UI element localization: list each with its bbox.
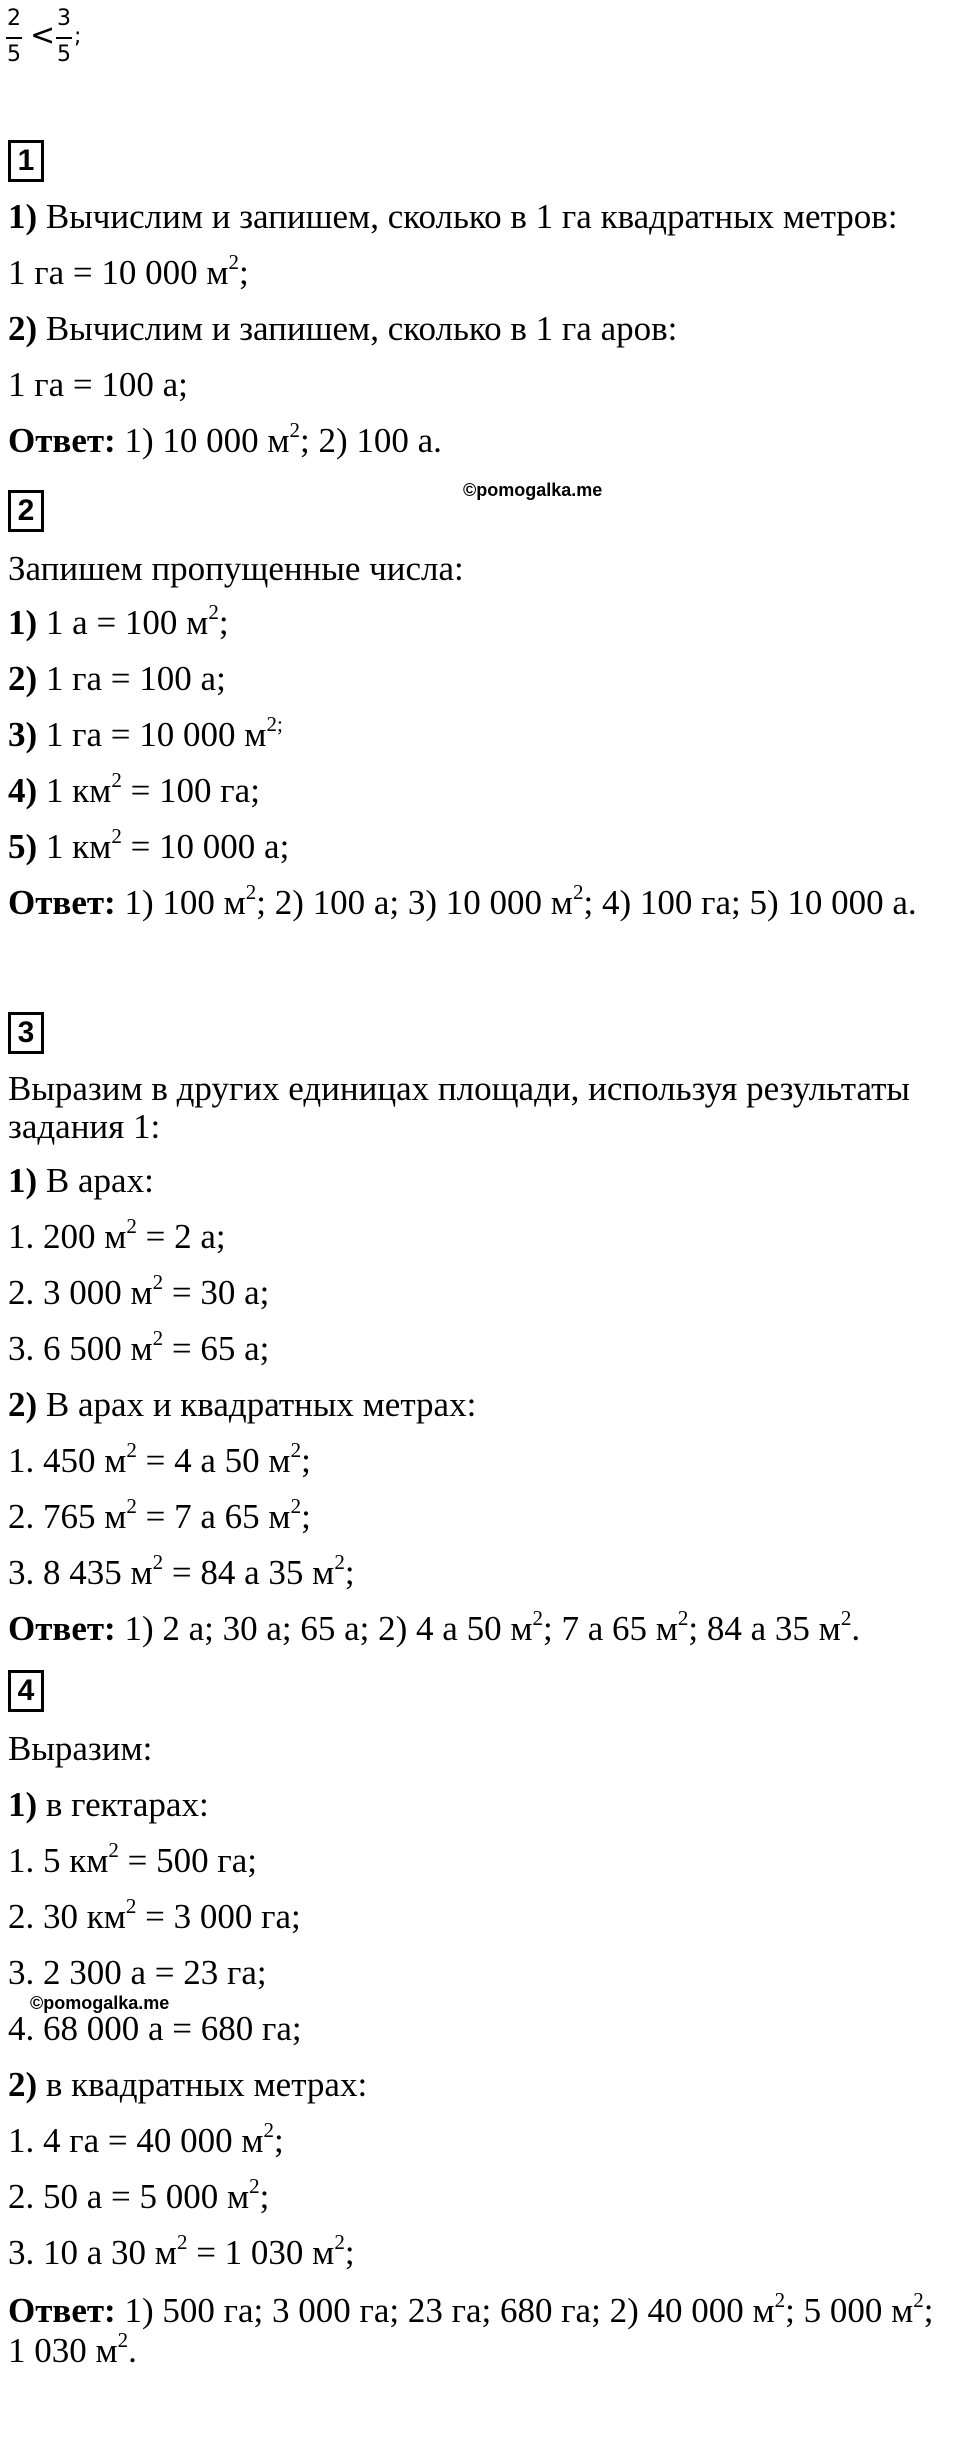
task-3-b-3: 3. 8 435 $м^2 = 84$ а 35 $м^2$; [8, 1550, 355, 1592]
task-4-intro: Выразим: [8, 1729, 153, 1768]
task-1-line-4: 1 га = 100 а; [8, 365, 188, 404]
task-4-b-3: 3. 10 а 30 $м^2 = 1$ 030 $м^2$; [8, 2230, 355, 2272]
task-4-number: 4 [8, 1670, 44, 1712]
task-3-b-1: 1. 450 $м^2 = 4$ а 50 $м^2$; [8, 1438, 311, 1480]
task-3-intro-1: Выразим в других единицах площади, используя результаты [8, 1069, 910, 1108]
task-3-heading-1: 1) В арах: [8, 1161, 154, 1200]
task-4-answer-cont: 1 030 $м^2$. [8, 2328, 137, 2370]
task-3-a-2: 2. 3 000 $м^2 = 30$ а; [8, 1270, 270, 1312]
task-2-item-4: 4) 1 $км^2 = 100$ га; [8, 768, 260, 810]
task-3-number: 3 [8, 1012, 44, 1054]
task-1-line-3: 2) Вычислим и запишем, сколько в 1 га аров: [8, 309, 678, 348]
task-2-item-5: 5) 1 $км^2 = 10$ 000 а; [8, 824, 290, 866]
task-1-line-1: 1) Вычислим и запишем, сколько в 1 га квадратных метров: [8, 197, 898, 236]
task-4-b-1: 1. 4 га = 40 000 $м^2$; [8, 2118, 284, 2160]
task-3-a-3: 3. 6 500 $м^2 = 65$ а; [8, 1326, 270, 1368]
task-4-a-3: 3. 2 300 а = 23 га; [8, 1953, 267, 1992]
task-2-item-1: 1) 1 а = 100 $м^2$; [8, 600, 229, 642]
task-2-intro: Запишем пропущенные числа: [8, 549, 464, 588]
task-2-item-2: 2) 1 га = 100 а; [8, 659, 226, 698]
task-1-answer: Ответ: 1) 10 000 $м^2$; 2) 100 а. [8, 418, 442, 460]
task-4-a-2: 2. 30 $км^2 = 3$ 000 га; [8, 1894, 301, 1936]
task-2-answer: Ответ: 1) 100 $м^2$; 2) 100 а; 3) 10 000 $м^2$; 4) 100 га; 5) 10 000 а. [8, 880, 917, 922]
watermark: ©pomogalka.me [463, 480, 603, 500]
task-4-b-2: 2. 50 а = 5 000 $м^2$; [8, 2174, 270, 2216]
task-3-b-2: 2. 765 $м^2 = 7$ а 65 $м^2$; [8, 1494, 311, 1536]
watermark: ©pomogalka.me [30, 1993, 170, 2013]
task-2-item-3: 3) 1 га = 10 000 $м^{2;}$ [8, 712, 283, 754]
task-4-a-4: 4. 68 000 а = 680 га; [8, 2009, 302, 2048]
task-4-heading-2: 2) в квадратных метрах: [8, 2065, 368, 2104]
task-3-answer: Ответ: 1) 2 а; 30 а; 65 а; 2) 4 а 50 $м^2$; 7 а 65 $м^2$; 84 а 35 $м^2$. [8, 1606, 861, 1648]
task-3-heading-2: 2) В арах и квадратных метрах: [8, 1385, 477, 1424]
task-1-number: 1 [8, 140, 44, 182]
task-4-a-1: 1. 5 $км^2 = 500$ га; [8, 1838, 258, 1880]
task-1-line-2: 1 га = 10 000 $м^2$; [8, 250, 249, 292]
task-3-intro-2: задания 1: [8, 1107, 161, 1146]
task-2-number: 2 [8, 490, 44, 532]
task-4-answer: Ответ: 1) 500 га; 3 000 га; 23 га; 680 га; 2) 40 000 $м^2$; 5 000 $м^2$; [8, 2288, 934, 2330]
task-3-a-1: 1. 200 $м^2 = 2$ а; [8, 1214, 226, 1256]
task-4-heading-1: 1) в гектарах: [8, 1785, 209, 1824]
